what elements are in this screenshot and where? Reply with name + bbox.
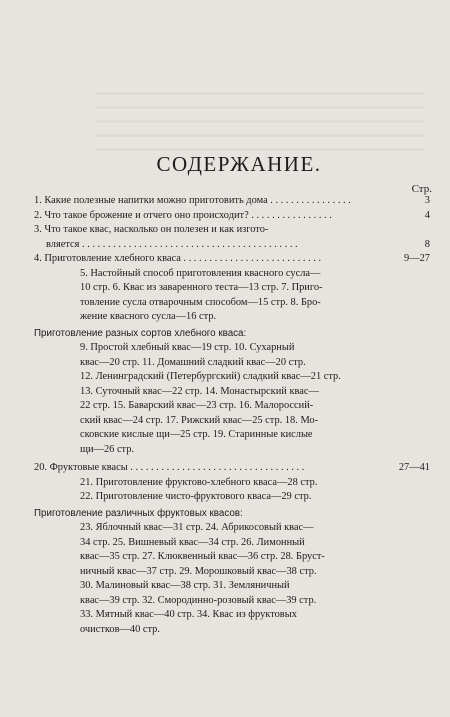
table-of-contents [34, 194, 430, 637]
toc-entry-page: 9—27 [404, 253, 430, 264]
toc-subentries-bread-kvass: 5. Настойный способ приготовления квасного сусла— 10 стр. 6. Квас из заваренного теста—13 стр. 7. Приго- товление сусла отварочным способом—15 стр. 8. Бро- жение квасного сусла—16 стр. [80, 267, 323, 322]
page-title: СОДЕРЖАНИЕ. [156, 152, 322, 176]
toc-entry-20 [34, 461, 430, 476]
toc-entry-page: 8 [424, 238, 430, 250]
toc-subentries-bread-kvass-sorts: 9. Простой хлебный квас—19 стр. 10. Сухарный квас—20 стр. 11. Домашний сладкий квас—20 стр. 12. Ленинградский (Петербургский) сладкий квас—21 стр. 13. Суточный квас—22 стр. 14. Монастырский квас— 22 стр. 15. Баварский квас—23 стр. 16. Малороссий- ский квас—24 стр. 17. Рижский квас—25 стр. 18. Мо- сковские кислые щи—25 стр. 19. Старинные кислые щи—26 стр. [80, 342, 341, 455]
toc-entry-text: 1. Какие полезные напитки можно приготовить дома . . . . . . . . . . . . . . . . [34, 195, 351, 206]
toc-entry-2 [34, 209, 430, 224]
toc-entry-text: 20. Фруктовые квасы . . . . . . . . . . . . . . . . . . . . . . . . . . . . . . . . . . [34, 462, 305, 473]
toc-section-heading: Приготовление различных фруктовых квасов: [34, 507, 243, 519]
toc-subentries-fruit-kvass: 21. Приготовление фруктово-хлебного кваса—28 стр. 22. Приготовление чисто-фруктового кваса—29 стр. [80, 476, 318, 502]
toc-entry-text: 4. Приготовление хлебного кваса . . . . . . . . . . . . . . . . . . . . . . . . . . . [34, 253, 322, 264]
toc-entry-4 [34, 252, 430, 267]
page-column-header: Стр. [411, 183, 432, 195]
toc-entry-1 [34, 194, 430, 209]
toc-section-heading: Приготовление разных сортов хлебного кваса: [34, 327, 247, 339]
toc-subentries-fruit-kvass-sorts: 23. Яблочный квас—31 стр. 24. Абрикосовый квас— 34 стр. 25. Вишневый квас—34 стр. 26. Лимонный квас—35 стр. 27. Клюквенный квас—36 стр. 28. Бруст- ничный квас—37 стр. 29. Морошковый квас—38 стр. 30. Малиновый квас—38 стр. 31. Земляничный квас—39 стр. 32. Смородинно-розовый квас—39 стр. 33. Мятный квас—40 стр. 34. Квас из фруктовых очистков—40 стр. [80, 522, 325, 635]
toc-entry-3 [34, 223, 430, 252]
toc-entry-page: 27—41 [398, 462, 430, 473]
toc-entry-text: 2. Что такое брожение и отчего оно происходит? . . . . . . . . . . . . . . . . [34, 209, 332, 221]
toc-entry-page: 3 [424, 195, 430, 206]
toc-entry-text: 3. Что такое квас, насколько он полезен и как изгото- вляется . . . . . . . . . . . . . . . . . . . . . . . . . . . . . . . . . . . . . . . . . . [34, 224, 298, 250]
bleed-through-text [95, 92, 425, 152]
toc-entry-page: 4 [424, 209, 430, 221]
